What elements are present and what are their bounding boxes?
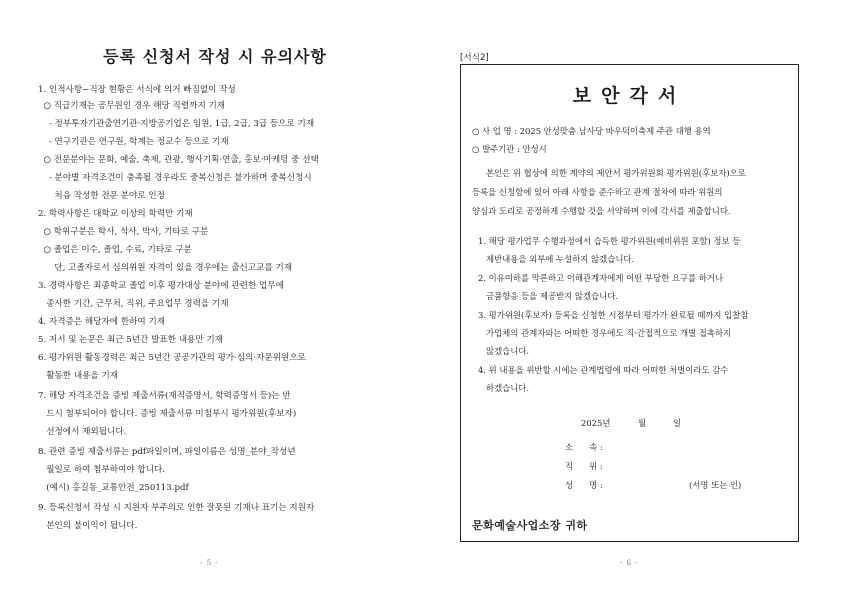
note-line: 월일로 하여 첨부하여야 합니다.	[38, 465, 166, 475]
pledge-item-line: 않겠습니다.	[478, 346, 530, 356]
note-line: 3. 경력사항은 최종학교 졸업 이후 평가대상 분야에 관련한 업무에	[38, 281, 284, 291]
intro-line: 본인은 위 협상에 의한 계약의 제안서 평가위원회 평가위원(후보자)으로	[486, 168, 746, 178]
note-line: 5. 저서 및 논문은 최근 5년간 발표한 내용만 기재	[38, 335, 223, 345]
pledge-item-line: 2. 이유여하를 막론하고 이해관계자에게 어떤 부당한 요구를 하거나	[478, 273, 724, 283]
affiliation-label: 소 속 :	[565, 442, 603, 452]
date-month: 월	[638, 418, 647, 428]
pledge-item-line: 4. 위 내용을 위반할 시에는 관계법령에 따라 어떠한 처벌이라도 감수	[478, 365, 729, 375]
note-line: 7. 해당 자격조건을 증빙 제출서류(재직증명서, 학력증명서 등)는 반	[38, 391, 291, 401]
note-line: ○ 학위구분은 학사, 석사, 박사, 기타로 구분	[38, 227, 209, 237]
form-label: [서식2]	[460, 53, 489, 63]
note-line: 종사한 기간, 근무처, 직위, 주요업무 경력을 기재	[38, 299, 229, 309]
addressee: 문화예술사업소장 귀하	[472, 519, 588, 532]
pledge-title: 보안각서	[572, 85, 687, 107]
date-day: 일	[673, 418, 682, 428]
note-line: - 연구기관은 연구원, 학계는 정교수 등으로 기재	[38, 137, 229, 147]
intro-line: 양심과 도리로 공정하게 수행할 것을 서약하며 이에 각서를 제출합니다.	[472, 206, 731, 216]
pledge-item-line: 하겠습니다.	[478, 383, 530, 393]
note-line: 1. 인적사항~직장 현황은 서식에 의거 빠짐없이 작성	[38, 85, 236, 95]
project-name-line: ○ 사 업 명 : 2025 안성맞춤 남사당 바우덕이축제 주관 대행 용역	[472, 126, 711, 136]
signature-note: (서명 또는 인)	[689, 480, 742, 490]
note-line: 단, 고졸자로서 심의위원 자격이 있을 경우에는 출신고교를 기재	[38, 263, 293, 273]
name-label: 성 명 :	[565, 480, 603, 490]
note-line: ○ 직급기재는 공무원인 경우 해당 직렬까지 기재	[38, 101, 226, 111]
pledge-item-line: 가업체의 관계자와는 어떠한 경우에도 직·간접적으로 개별 접촉하지	[478, 328, 732, 338]
left-page	[0, 0, 420, 595]
note-line: - 분야별 자격조건이 충족될 경우라도 중복신청은 불가하며 중복신청시	[38, 173, 312, 183]
note-line: 4. 자격증은 해당자에 한하여 기재	[38, 317, 166, 327]
agency-line: ○ 발주기관 : 안성시	[472, 144, 547, 154]
note-line: 처음 작성한 전문 분야로 인정	[38, 191, 165, 201]
notes-title: 등록 신청서 작성 시 유의사항	[103, 47, 327, 66]
note-line: ○ 전문분야는 문화, 예술, 축제, 관광, 행사기획·연출, 홍보·마케팅 중 선택	[38, 155, 319, 165]
note-line: 9. 등록신청서 작성 시 지원자 부주의로 인한 잘못된 기재나 표기는 지원자	[38, 503, 315, 513]
pledge-item-line: 3. 평가위원(후보자) 등록을 신청한 시점부터 평가가 완료될 때까지 입찰참	[478, 310, 749, 320]
note-line: 드시 첨부되어야 합니다. 증빙 제출서류 미첨부시 평가위원(후보자)	[38, 409, 297, 419]
security-pledge-form	[460, 64, 799, 542]
pledge-item-line: 금품향응 등을 제공받지 않겠습니다.	[478, 291, 618, 301]
note-line: 선정에서 제외됩니다.	[38, 427, 127, 437]
date-year: 2025년	[581, 418, 611, 428]
note-line: 8. 관련 증빙 제출서류는 pdf파일이며, 파일이름은 성명_분야_작성년	[38, 447, 296, 457]
intro-line: 등록을 신청함에 있어 아래 사항을 준수하고 관계 절차에 따라 위원의	[472, 187, 723, 197]
note-line: 본인의 불이익이 됩니다.	[38, 521, 138, 531]
page-number: - 6 -	[620, 559, 639, 567]
note-line: 2. 학력사항은 대학교 이상의 학력만 기재	[38, 209, 193, 219]
page-number: - 5 -	[200, 559, 219, 567]
note-line: 활동한 내용을 기재	[38, 371, 119, 381]
pledge-item-line: 1. 해당 평가업무 수행과정에서 습득한 평가위원(예비위원 포함) 정보 등	[478, 236, 741, 246]
note-line: ○ 졸업은 이수, 졸업, 수료, 기타로 구분	[38, 245, 192, 255]
position-label: 직 위 :	[565, 461, 603, 471]
note-line: (예시) 홍길동_교통안전_250113.pdf	[38, 483, 189, 493]
note-line: - 정부투자기관출연기관·지방공기업은 임원, 1급, 2급, 3급 등으로 기재	[38, 119, 315, 129]
pledge-item-line: 제반내용을 외부에 누설하지 않겠습니다.	[478, 254, 635, 264]
right-page	[420, 0, 841, 595]
note-line: 6. 평가위원 활동경력은 최근 5년간 공공기관의 평가·심의·자문위원으로	[38, 353, 306, 363]
